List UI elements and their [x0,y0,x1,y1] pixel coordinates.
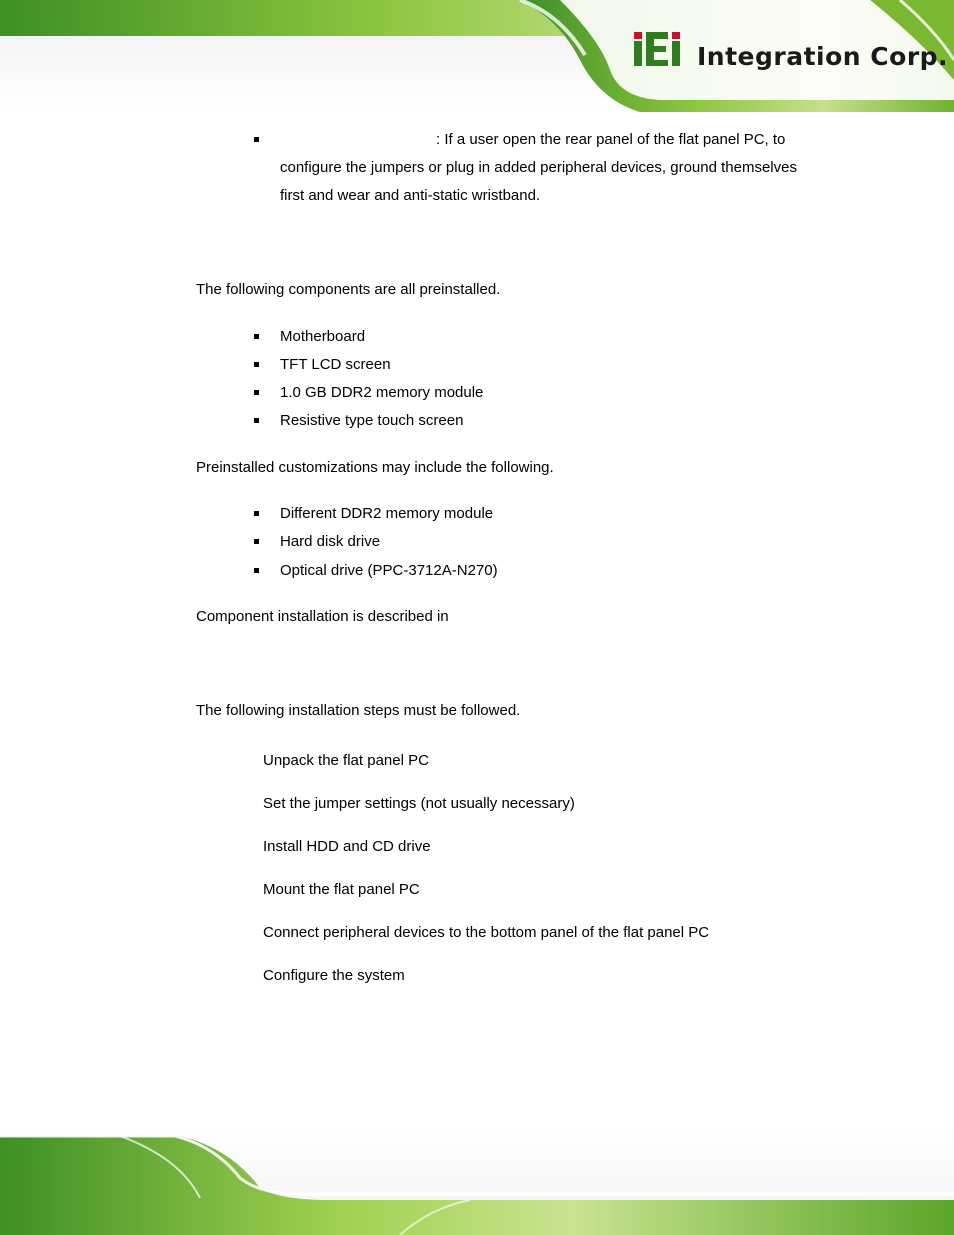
iei-logo-icon [632,28,690,68]
list-item: Different DDR2 memory module [280,505,494,522]
page-footer-banner [0,1128,954,1235]
installation-step: Mount the flat panel PC [263,881,420,898]
installation-step: Connect peripheral devices to the bottom panel of the flat panel PC [263,924,710,941]
installation-step: Configure the system [263,967,405,984]
component-installation-note: Component installation is described in [196,608,449,625]
bullet-marker [254,362,259,367]
list-item: 1.0 GB DDR2 memory module [280,384,484,401]
installation-step: Unpack the flat panel PC [263,752,429,769]
installation-step: Set the jumper settings (not usually necessary) [263,795,575,812]
list-item: Resistive type touch screen [280,412,464,429]
list-item: TFT LCD screen [280,356,391,373]
warning-line-2: configure the jumpers or plug in added peripheral devices, ground themselves [280,159,797,176]
page-header-banner [0,0,954,112]
installation-step: Install HDD and CD drive [263,838,431,855]
list-item: Hard disk drive [280,533,381,550]
bullet-marker [254,511,259,516]
preinstalled-intro: The following components are all preinstalled. [196,281,501,298]
warning-line-1: : If a user open the rear panel of the flat panel PC, to [436,131,786,148]
installation-intro: The following installation steps must be followed. [196,702,521,719]
bullet-marker [254,418,259,423]
customizations-intro: Preinstalled customizations may include the following. [196,459,554,476]
bullet-marker [254,539,259,544]
bullet-marker [254,390,259,395]
brand-name: Integration Corp. [697,42,949,71]
warning-line-3: first and wear and anti-static wristband. [280,187,541,204]
bullet-marker [254,137,259,142]
list-item: Motherboard [280,328,366,345]
bullet-marker [254,334,259,339]
bullet-marker [254,568,259,573]
list-item: Optical drive (PPC-3712A-N270) [280,562,498,579]
footer-decoration [0,1128,954,1235]
